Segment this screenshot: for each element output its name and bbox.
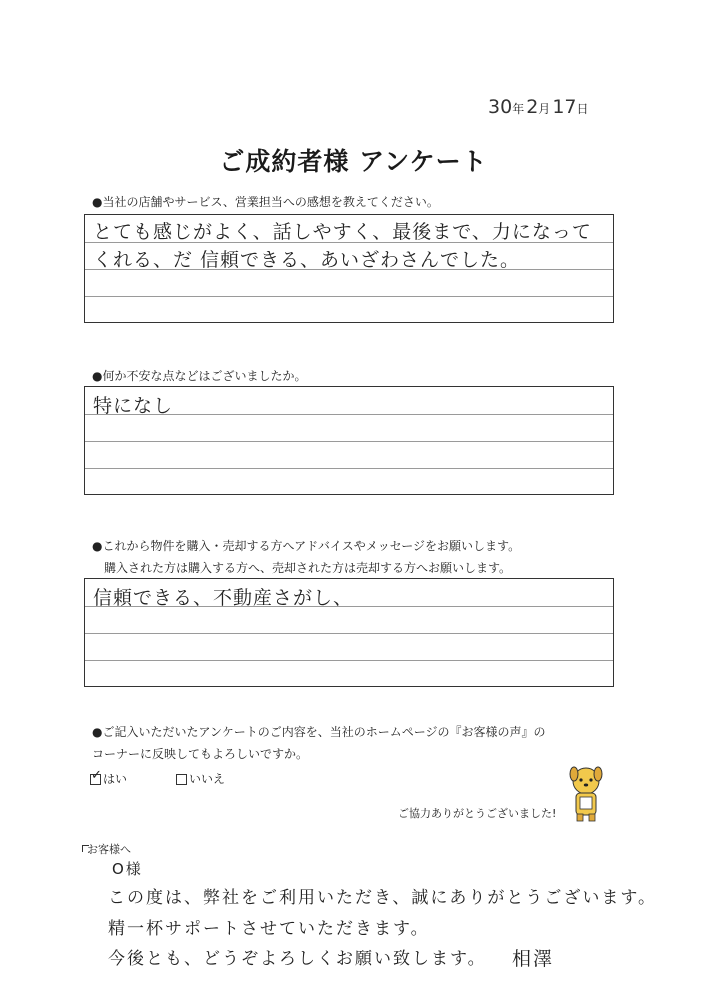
ruled-line <box>85 296 613 297</box>
ruled-line <box>85 468 613 469</box>
date-day: 17 <box>552 96 577 118</box>
reply-line-3: 精一杯サポートさせていただきます。 <box>108 919 430 939</box>
reply-line-4: 今後とも、どうぞよろしくお願い致します。 <box>108 949 487 969</box>
consent-question-line-1: ●ご記入いただいたアンケートのご内容を、当社のホームページの『お客様の声』の <box>92 725 546 739</box>
thanks-message: ご協力ありがとうございました! <box>398 807 557 820</box>
date-year: 30 <box>488 96 513 118</box>
question-2-label: ●何か不安な点などはございましたか。 <box>92 369 307 383</box>
page-title: ご成約者様 アンケート <box>219 147 488 176</box>
reply-line-1: O様 <box>112 860 143 878</box>
ruled-line <box>85 441 613 442</box>
answer-box-2[interactable] <box>84 386 614 495</box>
answer-box-3[interactable] <box>84 578 614 687</box>
consent-yes-option[interactable] <box>90 770 127 787</box>
reply-line-2: この度は、弊社をご利用いただき、誠にありがとうございます。 <box>108 888 657 908</box>
answer-3-line-1: 信頼できる、不動産さがし、 <box>93 587 354 609</box>
consent-no-option[interactable] <box>176 770 225 787</box>
answer-1-line-1: とても感じがよく、話しやすく、最後まで、力になって <box>93 221 592 243</box>
ruled-line <box>85 660 613 661</box>
ruled-line <box>85 633 613 634</box>
consent-question-line-2: コーナーに反映してもよろしいですか。 <box>92 747 309 761</box>
reply-signature: 相澤 <box>512 948 555 970</box>
customer-reply-label: お客様へ <box>87 843 131 856</box>
checkbox-yes[interactable] <box>90 774 101 785</box>
date-month-label: 月 <box>538 102 551 116</box>
mascot-dog-icon <box>562 762 610 824</box>
checkbox-no[interactable] <box>176 774 187 785</box>
date-year-label: 年 <box>512 102 525 116</box>
question-3-label-line-2: 購入された方は購入する方へ、売却された方は売却する方へお願いします。 <box>104 561 512 575</box>
answer-2-line-1: 特になし <box>93 395 174 417</box>
question-1-label: ●当社の店舗やサービス、営業担当への感想を教えてください。 <box>92 195 439 209</box>
answer-box-1[interactable] <box>84 214 614 323</box>
consent-yes-label: はい <box>103 772 128 786</box>
consent-no-label: いいえ <box>189 772 226 786</box>
answer-1-line-2: くれる、だ 信頼できる、あいざわさんでした。 <box>93 249 521 271</box>
question-3-label-line-1: ●これから物件を購入・売却する方へアドバイスやメッセージをお願いします。 <box>92 539 521 553</box>
date-day-label: 日 <box>576 102 589 116</box>
date <box>488 96 591 122</box>
date-month: 2 <box>526 96 539 118</box>
